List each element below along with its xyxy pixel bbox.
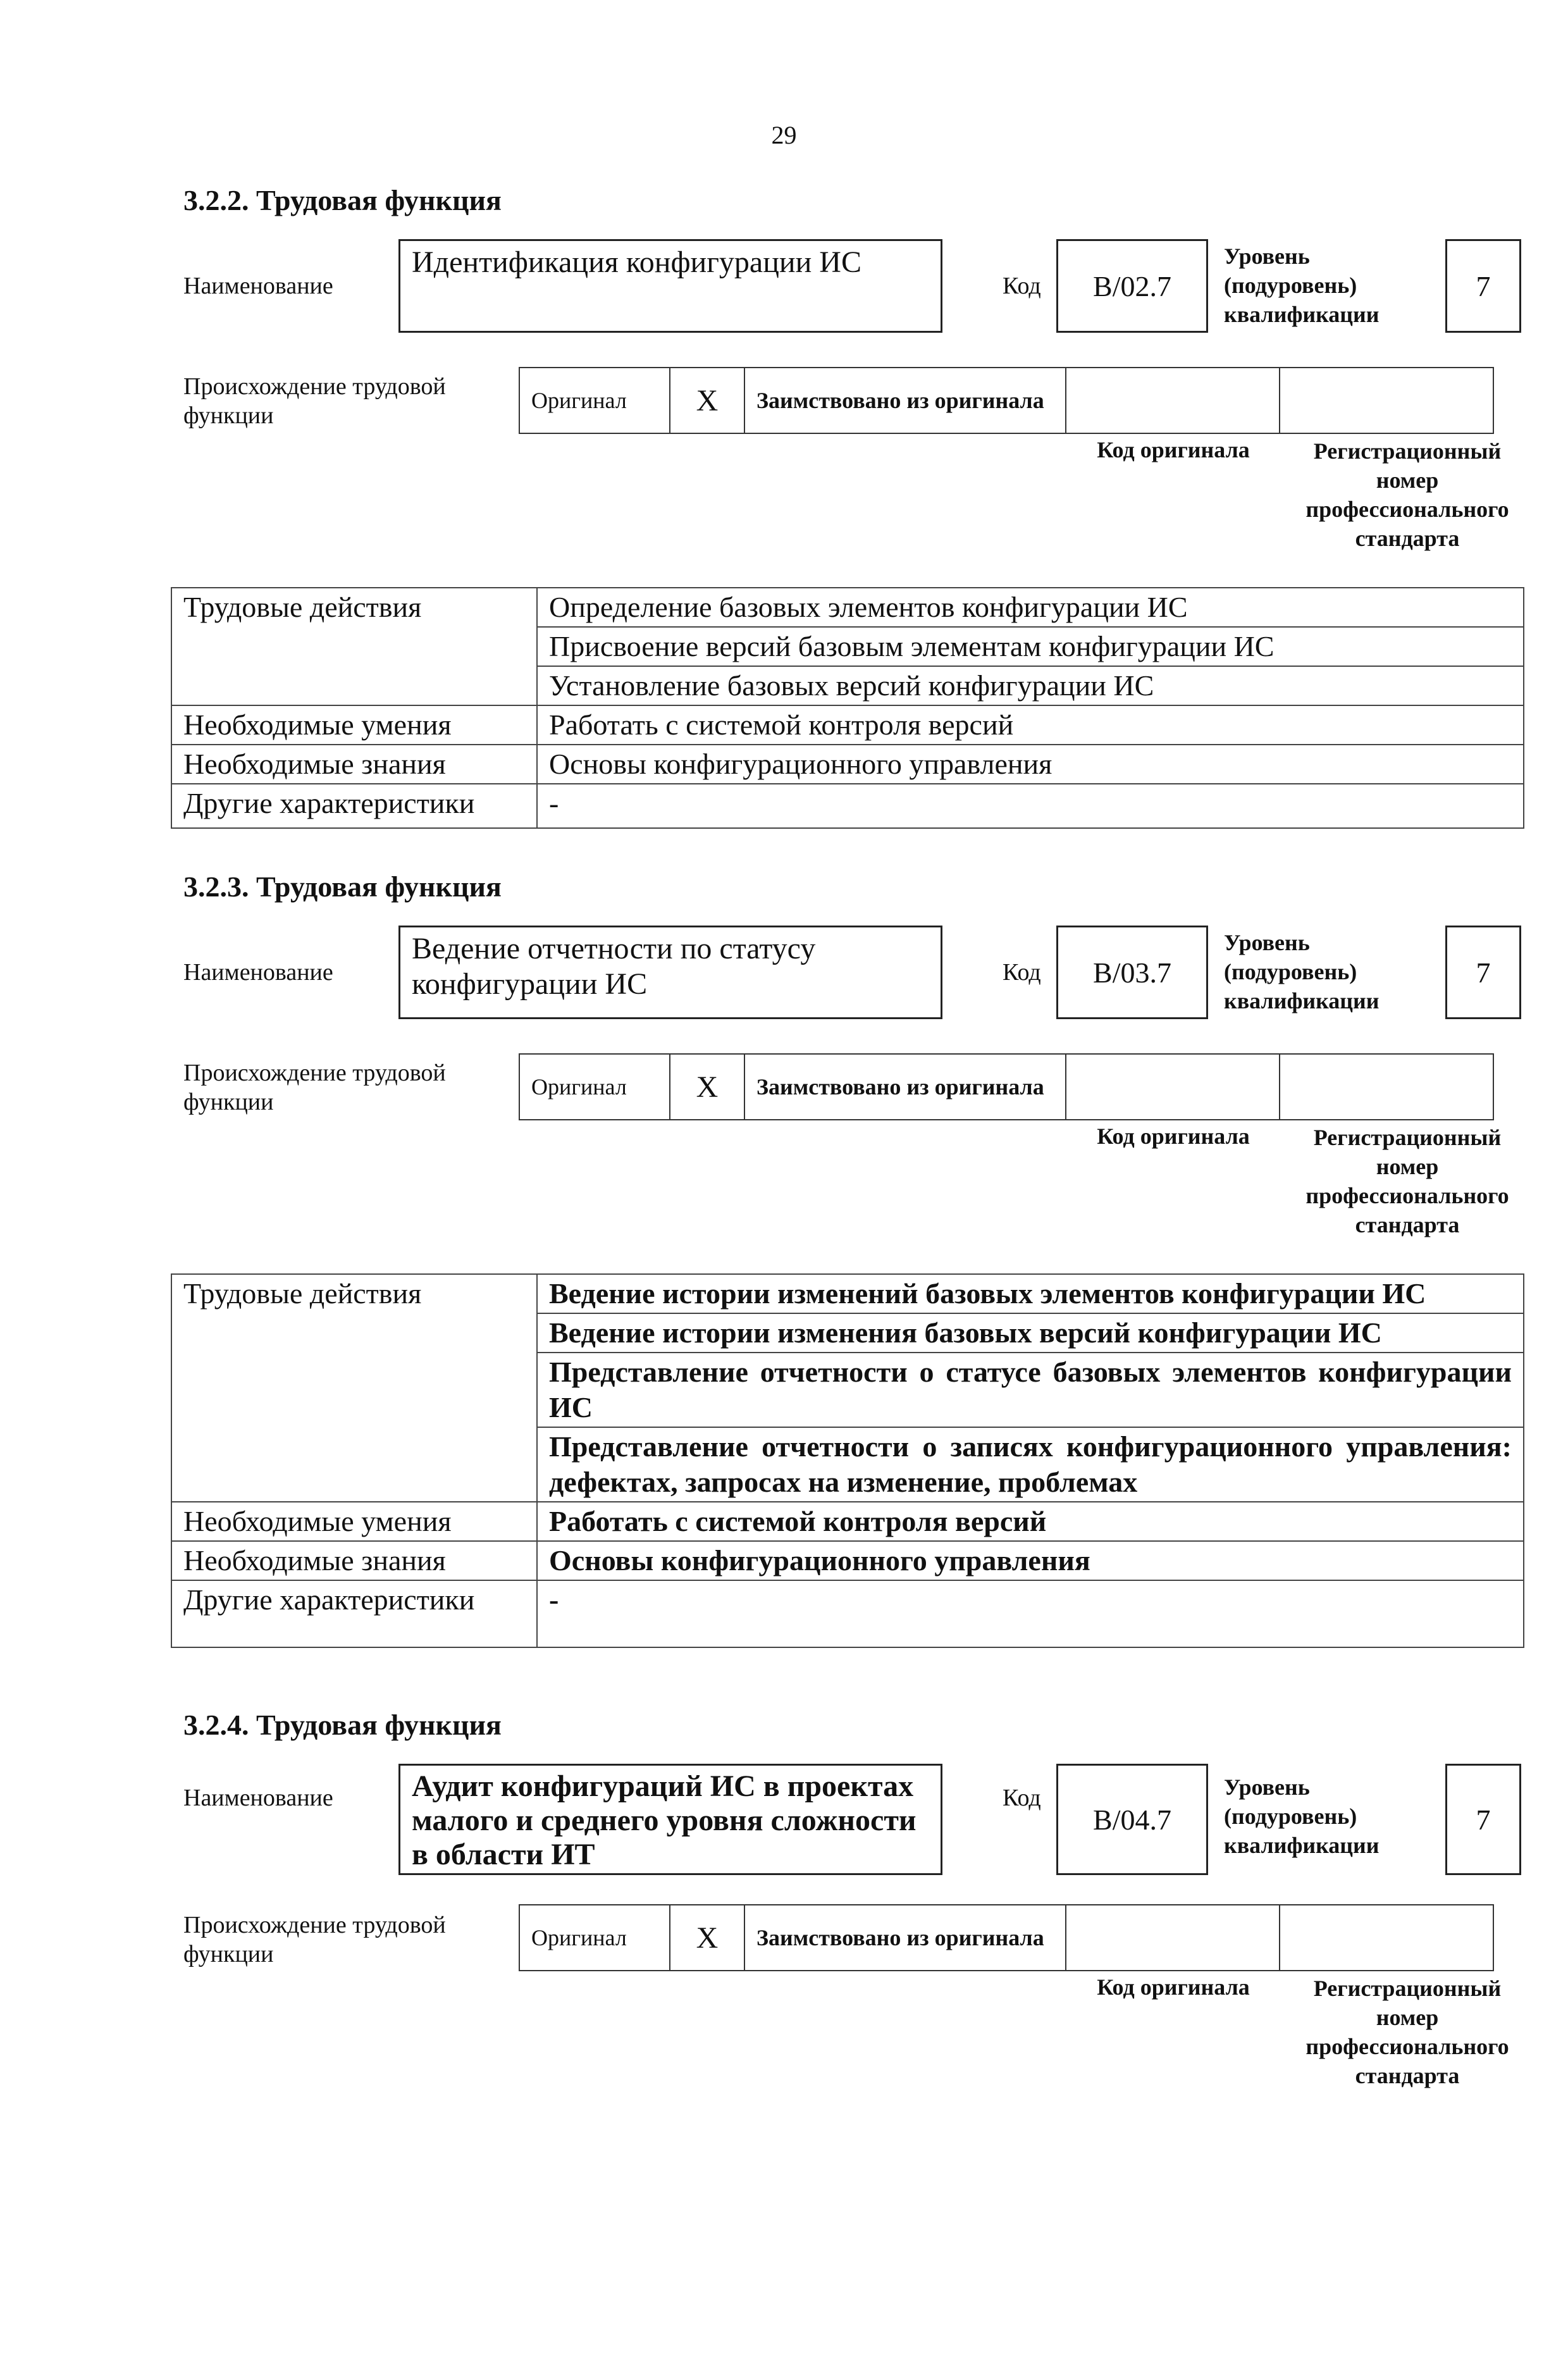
table-row [171, 588, 1524, 627]
table-row [171, 705, 1524, 745]
reg-number-cell [1280, 368, 1493, 433]
level-label: Уровень (подуровень) квалификации [1224, 244, 1380, 327]
action-item: Установление базовых версий конфигурации ИС [537, 666, 1524, 705]
function-details-table [171, 587, 1524, 829]
knowledge-value: Основы конфигурационного управления [537, 745, 1524, 784]
table-row [171, 1502, 1524, 1541]
original-cell: Оригинал [519, 1054, 670, 1120]
code-label: Код [1003, 959, 1041, 986]
original-code-cell [1066, 368, 1280, 433]
origin-table [519, 367, 1494, 434]
function-details-table [171, 1273, 1524, 1648]
table-row [171, 1541, 1524, 1580]
code-label: Код [1003, 1785, 1041, 1811]
knowledge-header: Необходимые знания [171, 745, 537, 784]
section-title: 3.2.2. Трудовая функция [183, 184, 502, 216]
function-code-box: B/03.7 [1056, 926, 1208, 1019]
table-row [171, 784, 1524, 828]
level-box: 7 [1445, 1764, 1521, 1875]
knowledge-header: Необходимые знания [171, 1541, 537, 1580]
action-item: Ведение истории изменения базовых версий конфигурации ИС [537, 1313, 1524, 1353]
section-title: 3.2.4. Трудовая функция [183, 1709, 502, 1741]
name-label: Наименование [183, 959, 333, 986]
other-value: - [537, 1580, 1524, 1647]
original-cell: Оригинал [519, 1905, 670, 1971]
skills-value: Работать с системой контроля версий [537, 705, 1524, 745]
original-code-label: Код оригинала [1097, 1124, 1250, 1149]
reg-number-label: Регистрационный номер профессионального стандарта [1306, 1125, 1509, 1237]
origin-table [519, 1904, 1494, 1971]
original-code-label: Код оригинала [1097, 437, 1250, 462]
origin-label: Происхождение трудовой функции [183, 1060, 446, 1115]
table-row [171, 1274, 1524, 1313]
original-code-label: Код оригинала [1097, 1974, 1250, 2000]
level-label: Уровень (подуровень) квалификации [1224, 1774, 1380, 1858]
borrowed-cell: Заимствовано из оригинала [744, 1905, 1066, 1971]
code-label: Код [1003, 273, 1041, 299]
function-name-box: Аудит конфигураций ИС в проектах малого и среднего уровня сложности в области ИТ [398, 1764, 942, 1875]
function-name-box: Ведение отчетности по статусу конфигурации ИС [398, 926, 942, 1019]
action-item: Ведение истории изменений базовых элементов конфигурации ИС [537, 1274, 1524, 1313]
other-header: Другие характеристики [171, 1580, 537, 1647]
action-item: Представление отчетности о статусе базовых элементов конфигурации ИС [537, 1353, 1524, 1427]
function-section-3-2-4 [0, 1708, 1568, 2366]
reg-number-label: Регистрационный номер профессионального стандарта [1306, 1976, 1509, 2088]
borrowed-cell: Заимствовано из оригинала [744, 1054, 1066, 1120]
actions-header: Трудовые действия [171, 588, 537, 705]
action-item: Определение базовых элементов конфигурации ИС [537, 588, 1524, 627]
skills-value: Работать с системой контроля версий [537, 1502, 1524, 1541]
level-box: 7 [1445, 239, 1521, 333]
original-mark: X [670, 1054, 744, 1120]
other-value: - [537, 784, 1524, 828]
table-row [171, 745, 1524, 784]
section-title: 3.2.3. Трудовая функция [183, 870, 502, 903]
function-code-box: B/02.7 [1056, 239, 1208, 333]
name-label: Наименование [183, 1785, 333, 1811]
function-section-3-2-3 [0, 870, 1568, 1616]
function-code-box: B/04.7 [1056, 1764, 1208, 1875]
original-code-cell [1066, 1905, 1280, 1971]
reg-number-cell [1280, 1905, 1493, 1971]
name-label: Наименование [183, 273, 333, 299]
original-mark: X [670, 1905, 744, 1971]
other-header: Другие характеристики [171, 784, 537, 828]
page-number: 29 [771, 121, 797, 149]
origin-label: Происхождение трудовой функции [183, 373, 446, 429]
reg-number-label: Регистрационный номер профессионального стандарта [1306, 438, 1509, 551]
origin-label: Происхождение трудовой функции [183, 1912, 446, 1967]
function-name-box: Идентификация конфигурации ИС [398, 239, 942, 333]
original-mark: X [670, 368, 744, 433]
reg-number-cell [1280, 1054, 1493, 1120]
borrowed-cell: Заимствовано из оригинала [744, 368, 1066, 433]
skills-header: Необходимые умения [171, 1502, 537, 1541]
function-section-3-2-2 [0, 183, 1568, 841]
level-box: 7 [1445, 926, 1521, 1019]
table-row [171, 1580, 1524, 1647]
action-item: Присвоение версий базовым элементам конфигурации ИС [537, 627, 1524, 666]
action-item: Представление отчетности о записях конфигурационного управления: дефектах, запросах на изменение, проблемах [537, 1427, 1524, 1502]
original-cell: Оригинал [519, 368, 670, 433]
origin-table [519, 1053, 1494, 1120]
original-code-cell [1066, 1054, 1280, 1120]
actions-header: Трудовые действия [171, 1274, 537, 1502]
knowledge-value: Основы конфигурационного управления [537, 1541, 1524, 1580]
level-label: Уровень (подуровень) квалификации [1224, 930, 1380, 1013]
skills-header: Необходимые умения [171, 705, 537, 745]
